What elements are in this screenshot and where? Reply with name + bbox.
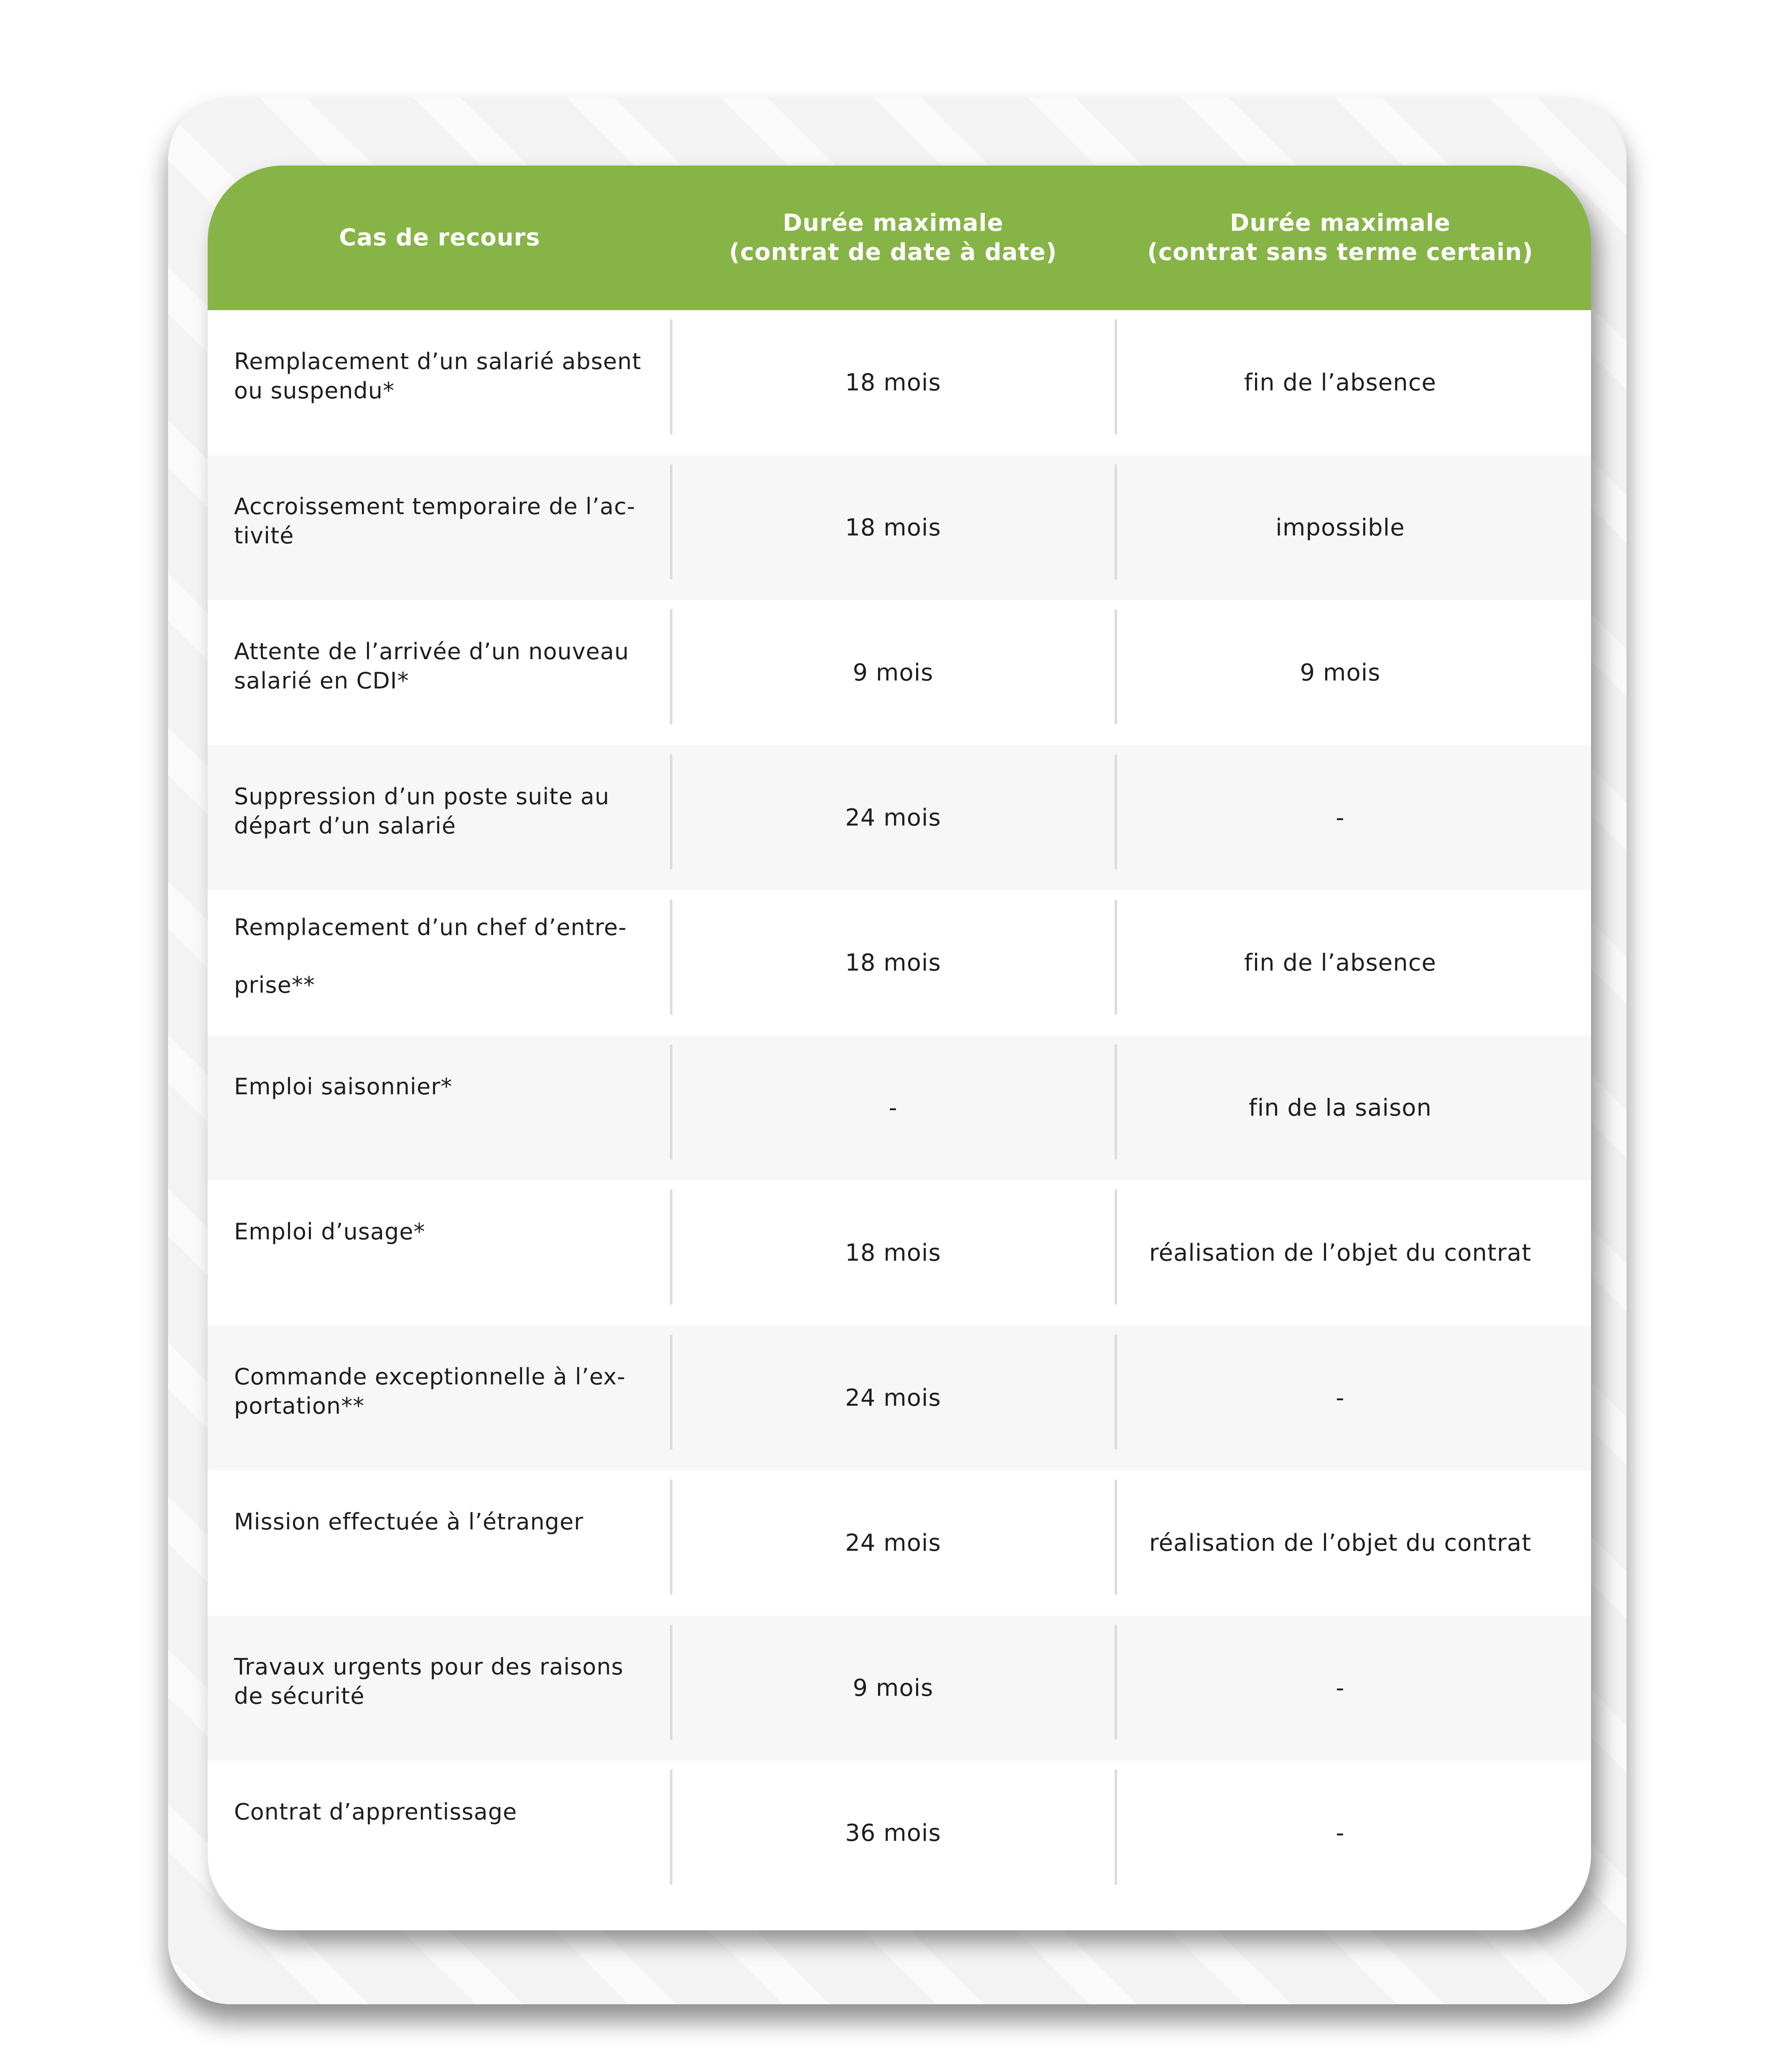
- cell-cas: Mission effectuée à l’étranger: [234, 1509, 584, 1535]
- cell-sans-terme: 9 mois: [1300, 659, 1381, 686]
- cell-sans-terme: réalisation de l’objet du contrat: [1149, 1239, 1532, 1267]
- cell-date-a-date: 9 mois: [853, 659, 934, 686]
- duration-table-card: [208, 166, 1591, 1930]
- cell-cas: Emploi d’usage*: [234, 1218, 425, 1245]
- cell-sans-terme: -: [1336, 1384, 1345, 1412]
- table-row: [208, 745, 1591, 890]
- cell-sans-terme: fin de l’absence: [1244, 369, 1436, 396]
- cell-date-a-date: 18 mois: [845, 949, 941, 976]
- cell-cas: Commande exceptionnelle à l’ex- portation**: [234, 1363, 626, 1419]
- cell-date-a-date: 24 mois: [845, 804, 941, 831]
- table-header: [208, 166, 1591, 310]
- cell-cas: Suppression d’un poste suite au départ d’un salarié: [234, 783, 610, 839]
- cell-date-a-date: 9 mois: [853, 1674, 934, 1702]
- cell-cas: Contrat d’apprentissage: [234, 1799, 517, 1825]
- table-row: [208, 1761, 1591, 1906]
- table-row: [208, 1471, 1591, 1616]
- header-duree-date-a-date: [672, 166, 1115, 310]
- table-row: [208, 1325, 1591, 1471]
- cell-sans-terme: -: [1336, 1674, 1345, 1702]
- cell-cas: Remplacement d’un salarié absent ou suspendu*: [234, 348, 641, 404]
- cell-sans-terme: -: [1336, 804, 1345, 831]
- cell-date-a-date: 18 mois: [845, 514, 941, 541]
- cell-date-a-date: 18 mois: [845, 1239, 941, 1267]
- table-row: [208, 455, 1591, 600]
- cell-cas: Travaux urgents pour des raisons de sécurité: [234, 1654, 624, 1709]
- cell-sans-terme: impossible: [1275, 514, 1405, 541]
- cell-date-a-date: 36 mois: [845, 1820, 941, 1847]
- header-cas-de-recours: [208, 166, 672, 310]
- table-row: [208, 890, 1591, 1035]
- cell-sans-terme: fin de la saison: [1248, 1094, 1432, 1121]
- table-row: [208, 600, 1591, 745]
- header-duree-date-a-date-label: Durée maximale (contrat de date à date): [729, 209, 1057, 266]
- cell-cas: Accroissement temporaire de l’ac- tivité: [234, 493, 636, 549]
- cell-date-a-date: -: [888, 1094, 898, 1121]
- cell-sans-terme: réalisation de l’objet du contrat: [1149, 1529, 1532, 1557]
- table-row: [208, 1180, 1591, 1325]
- cell-date-a-date: 18 mois: [845, 369, 941, 396]
- header-duree-sans-terme: [1115, 166, 1566, 310]
- table-row: [208, 1035, 1591, 1180]
- header-duree-sans-terme-label: Durée maximale (contrat sans terme certain): [1147, 209, 1533, 266]
- cell-sans-terme: -: [1336, 1820, 1345, 1847]
- cell-date-a-date: 24 mois: [845, 1529, 941, 1557]
- cell-cas: Emploi saisonnier*: [234, 1073, 453, 1100]
- table-row: [208, 1616, 1591, 1761]
- cell-date-a-date: 24 mois: [845, 1384, 941, 1412]
- table-row: [208, 310, 1591, 455]
- cell-cas: Attente de l’arrivée d’un nouveau salarié en CDI*: [234, 638, 629, 694]
- cell-sans-terme: fin de l’absence: [1244, 949, 1436, 976]
- header-cas-de-recours-label: Cas de recours: [339, 224, 540, 251]
- cell-cas: Remplacement d’un chef d’entre- prise**: [234, 914, 627, 998]
